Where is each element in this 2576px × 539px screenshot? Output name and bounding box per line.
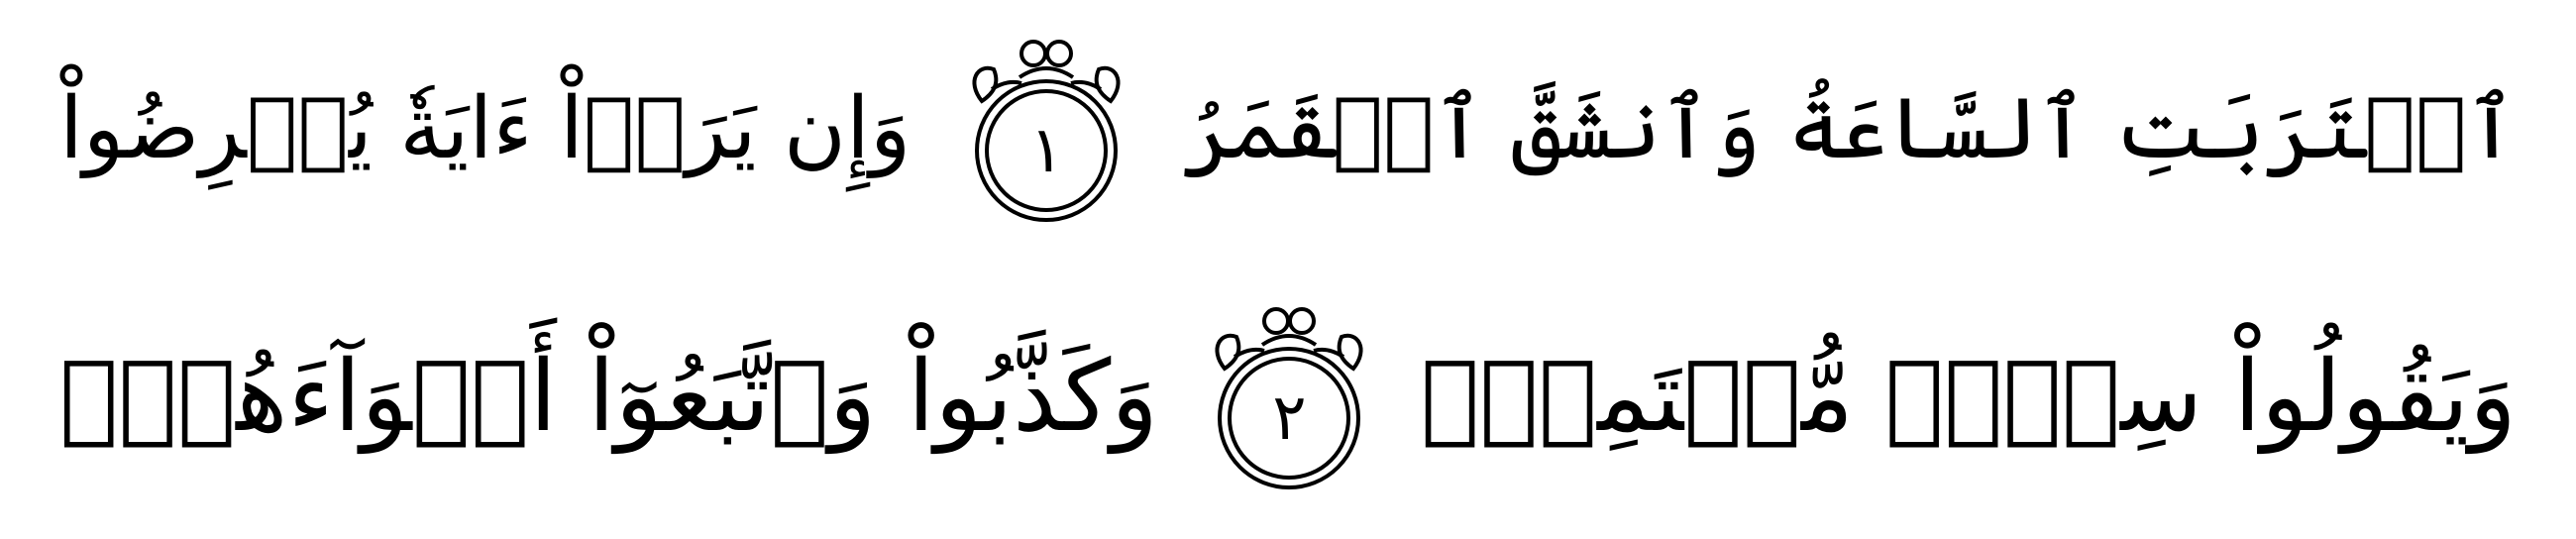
ayah-end-marker-1 <box>952 30 1140 228</box>
ayah-number-1: ١ <box>1029 114 1064 187</box>
ayah-end-marker-2 <box>1195 297 1383 495</box>
verse-line-2 <box>59 287 2517 505</box>
verse-2-text-part-1: وَإِن يَرَوۡاْ ءَايَةٗ يُعۡرِضُواْ <box>59 79 912 178</box>
ayah-number-2: ٢ <box>1272 381 1307 455</box>
verse-3-text: وَكَذَّبُواْ وَٱتَّبَعُوٓاْ أَهۡوَآءَهُمۡۚ <box>59 339 1159 454</box>
verse-line-1 <box>59 20 2517 238</box>
verse-2-text-part-2: وَيَقُولُواْ سِحۡرٞ مُّسۡتَمِرّٞ <box>1420 339 2517 454</box>
verse-1-text: ٱقۡتَرَبَتِ ٱلسَّاعَةُ وَٱنشَقَّ ٱلۡقَمَرُ <box>1182 79 2517 178</box>
